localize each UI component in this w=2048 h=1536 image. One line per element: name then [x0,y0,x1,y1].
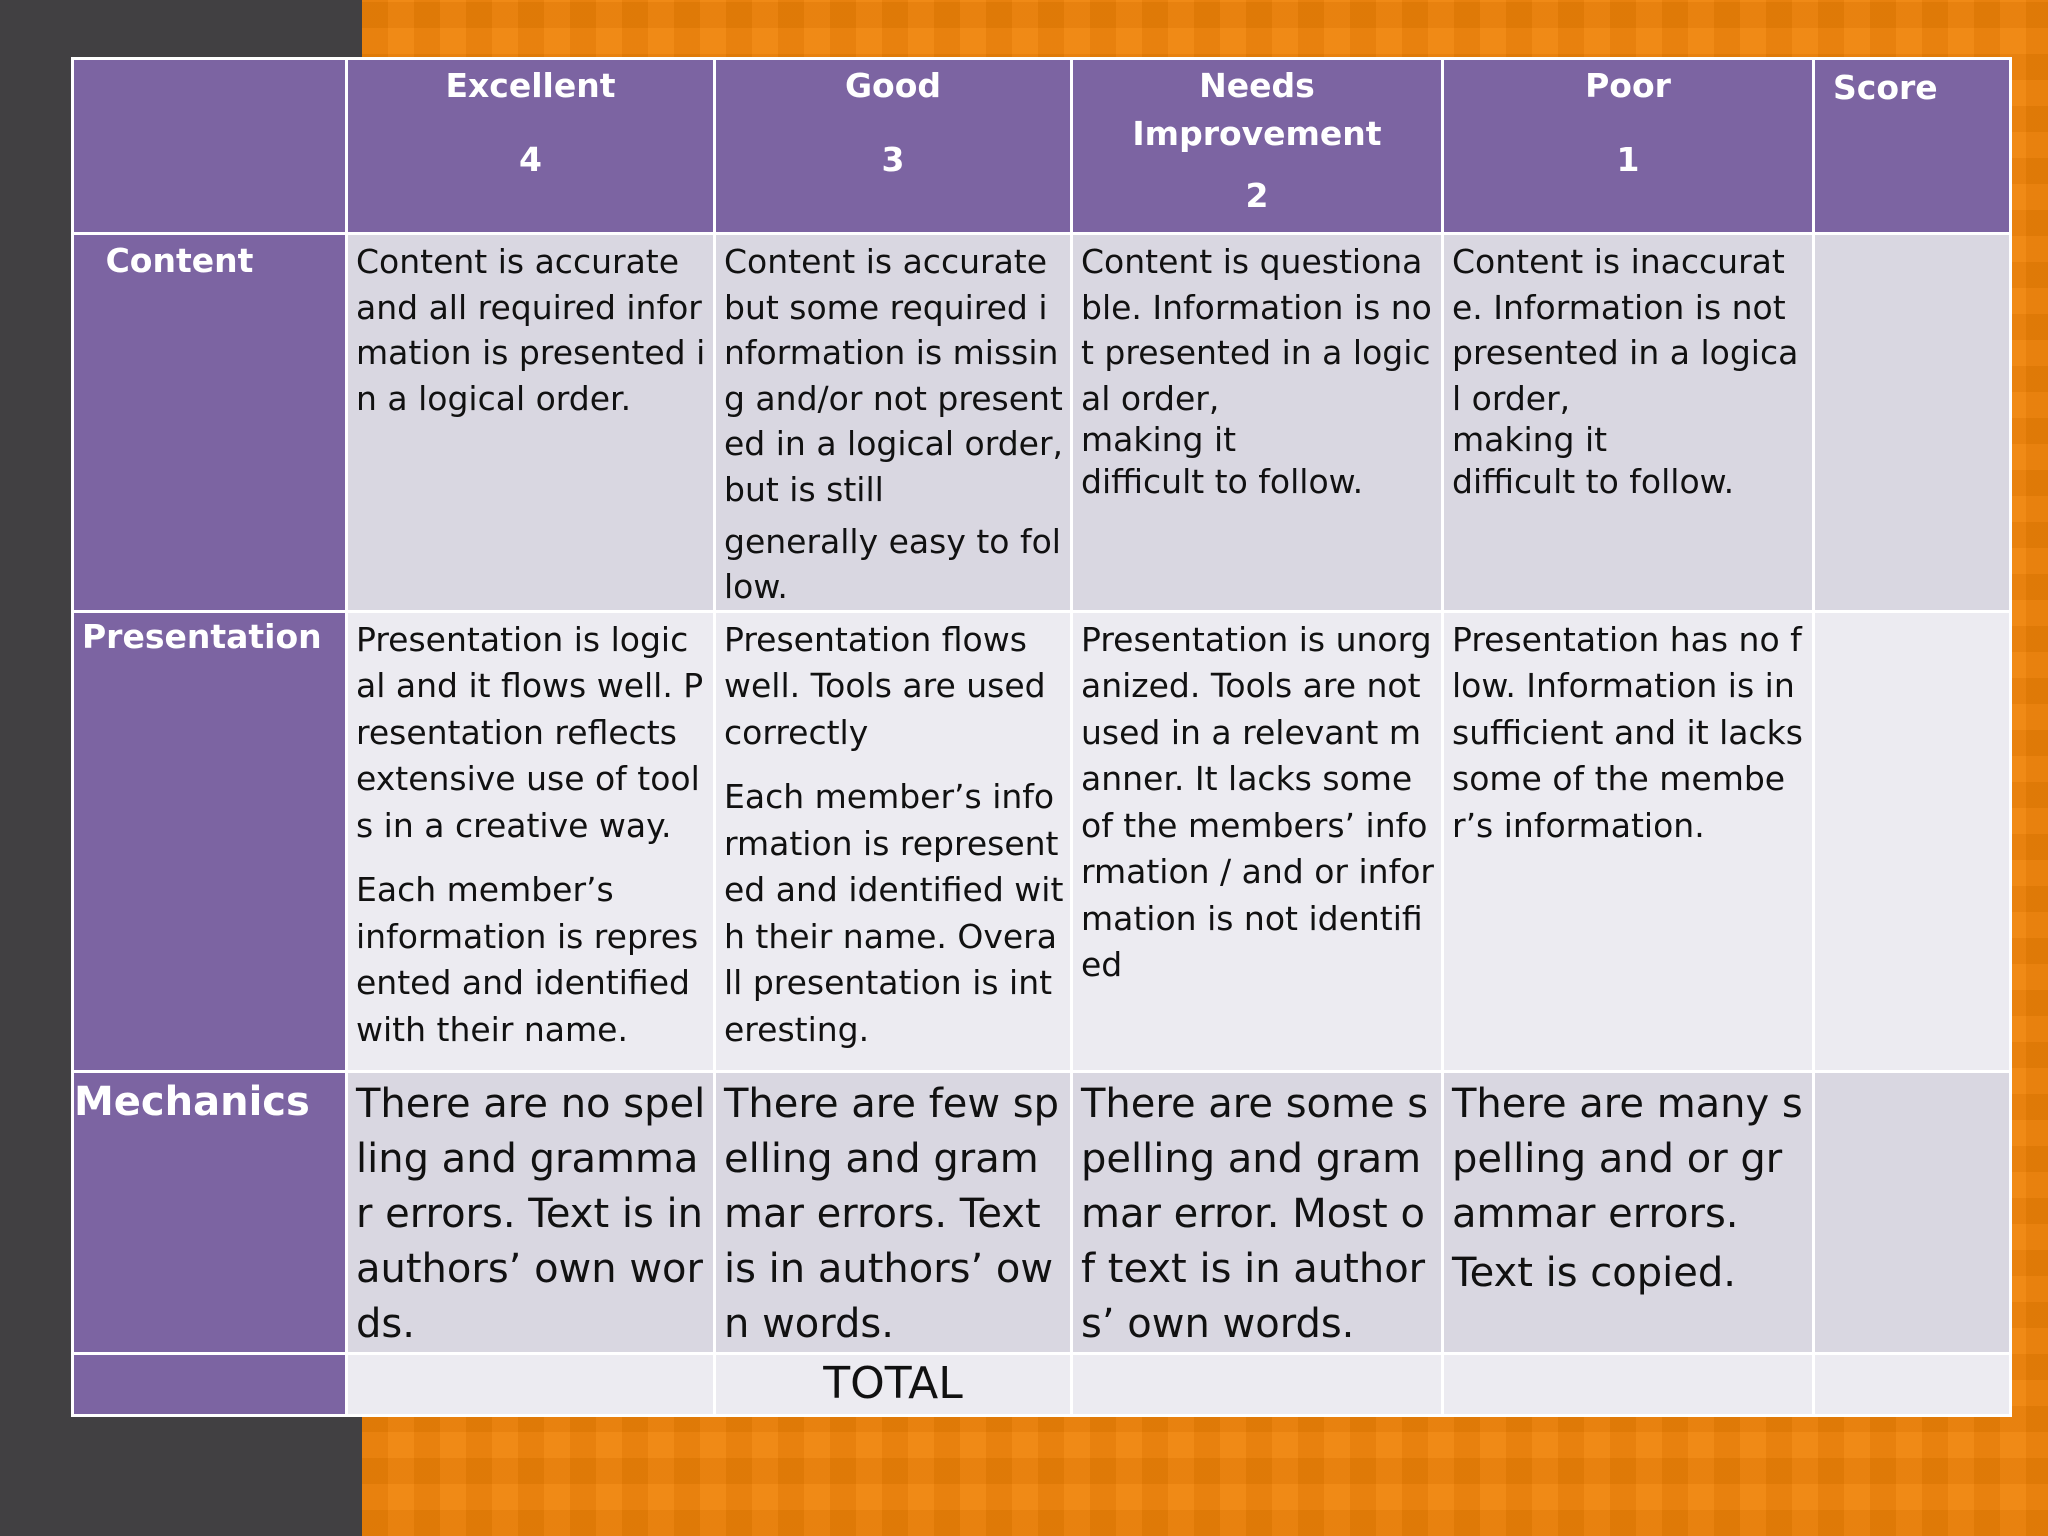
criteria-cell: Content is accurate but some required information is missing and/or not presented in a logical order, but is still generally easy to follow. [715,234,1072,612]
total-blank-cell [1072,1353,1443,1415]
criteria-cell: Content is accurate and all required information is presented in a logical order. [347,234,715,612]
score-cell[interactable] [1814,1071,2011,1353]
score-cell[interactable] [1814,234,2011,612]
header-label: Good [844,66,942,105]
header-row [73,59,2011,234]
total-blank-cell [1443,1353,1814,1415]
header-excellent [347,59,715,234]
criteria-cell: Presentation is unorganized. Tools are not used in a relevant manner. It lacks some of the members’ information / and or information is not identified [1072,611,1443,1071]
criteria-cell: Content is questionable. Information is not presented in a logical order, making it difficult to follow. [1072,234,1443,612]
header-points: 4 [519,140,542,179]
total-score-cell[interactable] [1814,1353,2011,1415]
header-label: Poor [1585,66,1671,105]
header-points: 1 [1616,140,1640,179]
rubric-row-presentation [73,611,2011,1071]
criteria-cell: Content is inaccurate. Information is not presented in a logical order, making it difficult to follow. [1443,234,1814,612]
rubric-row-mechanics [73,1071,2011,1353]
total-blank-cell [347,1353,715,1415]
header-good [715,59,1072,234]
row-label-mechanics: Mechanics [73,1071,347,1353]
header-poor [1443,59,1814,234]
criteria-cell: Presentation flows well. Tools are used correctly Each member’s information is represented and identified with their name. Overall presentation is interesting. [715,611,1072,1071]
rubric-table [71,57,2012,1417]
criteria-cell: Presentation is logical and it flows well. Presentation reflects extensive use of tools in a creative way. Each member’s information is represented and identified with their name. [347,611,715,1071]
header-label: Needs Improvement [1132,66,1382,153]
criteria-cell: There are no spelling and grammar errors. Text is in authors’ own words. [347,1071,715,1353]
rubric-row-content [73,234,2011,612]
criteria-cell: There are few spelling and grammar errors. Text is in authors’ own words. [715,1071,1072,1353]
total-row-label [73,1353,347,1415]
rubric-row-total [73,1353,2011,1415]
header-needs-improvement [1072,59,1443,234]
row-label-presentation: Presentation [73,611,347,1071]
criteria-cell: There are many spelling and or grammar errors. Text is copied. [1443,1071,1814,1353]
row-label-content: Content [73,234,347,612]
header-score: Score [1814,59,2011,234]
criteria-cell: There are some spelling and grammar error. Most of text is in authors’ own words. [1072,1071,1443,1353]
header-label: Excellent [445,66,616,105]
criteria-cell: Presentation has no flow. Information is insufficient and it lacks some of the member’s information. [1443,611,1814,1071]
header-points: 3 [881,140,905,179]
header-corner [73,59,347,234]
score-cell[interactable] [1814,611,2011,1071]
total-label: TOTAL [715,1353,1072,1415]
header-points: 2 [1245,176,1269,215]
